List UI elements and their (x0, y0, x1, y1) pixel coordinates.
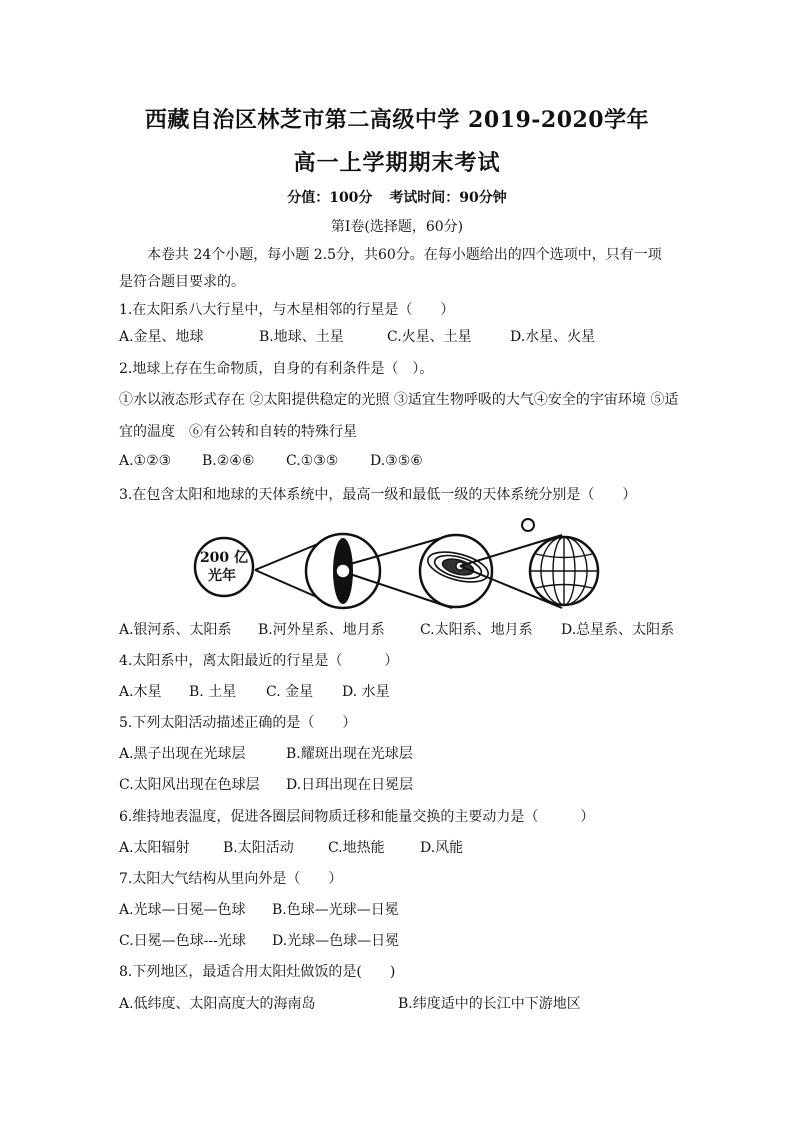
question-1-stem: 1.在太阳系八大行星中，与木星相邻的行星是（ ） (119, 302, 455, 318)
section-title: 第Ⅰ卷(选择题，60分) (330, 219, 464, 235)
question-4-options (119, 681, 390, 701)
option-d: D. 水星 (342, 684, 390, 700)
option-a: A.①②③ (119, 453, 172, 469)
light-year-circle (195, 538, 253, 596)
question-8-options (119, 993, 581, 1013)
option-d: D.风能 (420, 840, 464, 856)
question-2-conditions-line1: ①水以液态形式存在 ②太阳提供稳定的光照 ③适宜生物呼吸的大气④安全的宇宙环境 ⑤适 (119, 392, 679, 408)
option-c: C.火星、土星 (387, 329, 472, 345)
option-b: B.耀斑出现在光球层 (286, 746, 413, 762)
option-d: D.水星、火星 (510, 329, 596, 345)
question-2-stem: 2.地球上存在生命物质，自身的有利条件是（ ）。 (119, 361, 434, 377)
question-6-stem: 6.维持地表温度，促进各圈层间物质迁移和能量交换的主要动力是（ ） (119, 809, 595, 825)
option-a: A.低纬度、太阳高度大的海南岛 (119, 996, 316, 1012)
light-year-label-line1: 200 亿 (199, 550, 249, 566)
exam-score: 分值：100分 (287, 190, 373, 206)
section-intro-line2: 是符合题目要求的。 (119, 274, 245, 290)
option-b: B.太阳活动 (223, 840, 294, 856)
light-year-label-line2: 光年 (208, 568, 236, 584)
option-d: D.总星系、太阳系 (561, 622, 675, 638)
option-b: B.河外星系、地月系 (258, 622, 385, 638)
celestial-system-diagram (190, 514, 600, 612)
option-a: A.黑子出现在光球层 (119, 746, 246, 762)
option-c: C.地热能 (328, 840, 385, 856)
exam-title-line2: 高一上学期期末考试 (293, 150, 501, 176)
moon-icon (522, 519, 534, 531)
question-7-options-row1 (119, 899, 399, 919)
option-a: A.银河系、太阳系 (119, 622, 232, 638)
exam-title-line1: 西藏自治区林芝市第二高级中学 2019-2020学年 (144, 107, 650, 133)
option-a: A.光球—日冕—色球 (119, 902, 246, 918)
exam-time: 考试时间：90分钟 (389, 190, 507, 206)
option-d: D.光球—色球—日冕 (272, 933, 400, 949)
option-c: C.太阳系、地月系 (420, 622, 533, 638)
option-b: B. 土星 (189, 684, 237, 700)
question-4-stem: 4.太阳系中，离太阳最近的行星是（ ） (119, 653, 399, 669)
question-8-stem: 8.下列地区，最适合用太阳灶做饭的是( ) (119, 964, 396, 980)
option-b: B.色球—光球—日冕 (272, 902, 399, 918)
option-a: A.太阳辐射 (119, 840, 190, 856)
option-c: C.日冕—色球---光球 (119, 933, 246, 949)
option-a: A.木星 (119, 684, 162, 700)
exam-meta (0, 187, 794, 207)
option-c: C.太阳风出现在色球层 (119, 777, 260, 793)
question-5-options-row2 (119, 774, 413, 794)
question-6-options (119, 837, 463, 857)
option-a: A.金星、地球 (119, 329, 204, 345)
question-5-stem: 5.下列太阳活动描述正确的是（ ） (119, 715, 357, 731)
option-b: B.地球、土星 (259, 329, 344, 345)
question-3-stem: 3.在包含太阳和地球的天体系统中，最高一级和最低一级的天体系统分别是（ ） (119, 487, 637, 503)
option-b: B.纬度适中的长江中下游地区 (398, 996, 581, 1012)
option-c: C.①③⑤ (286, 453, 339, 469)
question-7-stem: 7.太阳大气结构从里向外是（ ） (119, 871, 343, 887)
question-1-options (119, 326, 595, 346)
question-3-options (119, 619, 674, 639)
option-b: B.②④⑥ (202, 453, 255, 469)
section-intro-line1: 本卷共 24个小题，每小题 2.5分，共60分。在每小题给出的四个选项中，只有一项 (147, 247, 662, 263)
option-d: D.日珥出现在日冕层 (286, 777, 414, 793)
question-2-conditions-line2: 宜的温度 ⑥有公转和自转的特殊行星 (119, 424, 357, 440)
question-5-options-row1 (119, 743, 413, 763)
option-d: D.③⑤⑥ (370, 453, 423, 469)
option-c: C. 金星 (266, 684, 314, 700)
question-2-options (119, 453, 423, 469)
question-7-options-row2 (119, 930, 399, 950)
